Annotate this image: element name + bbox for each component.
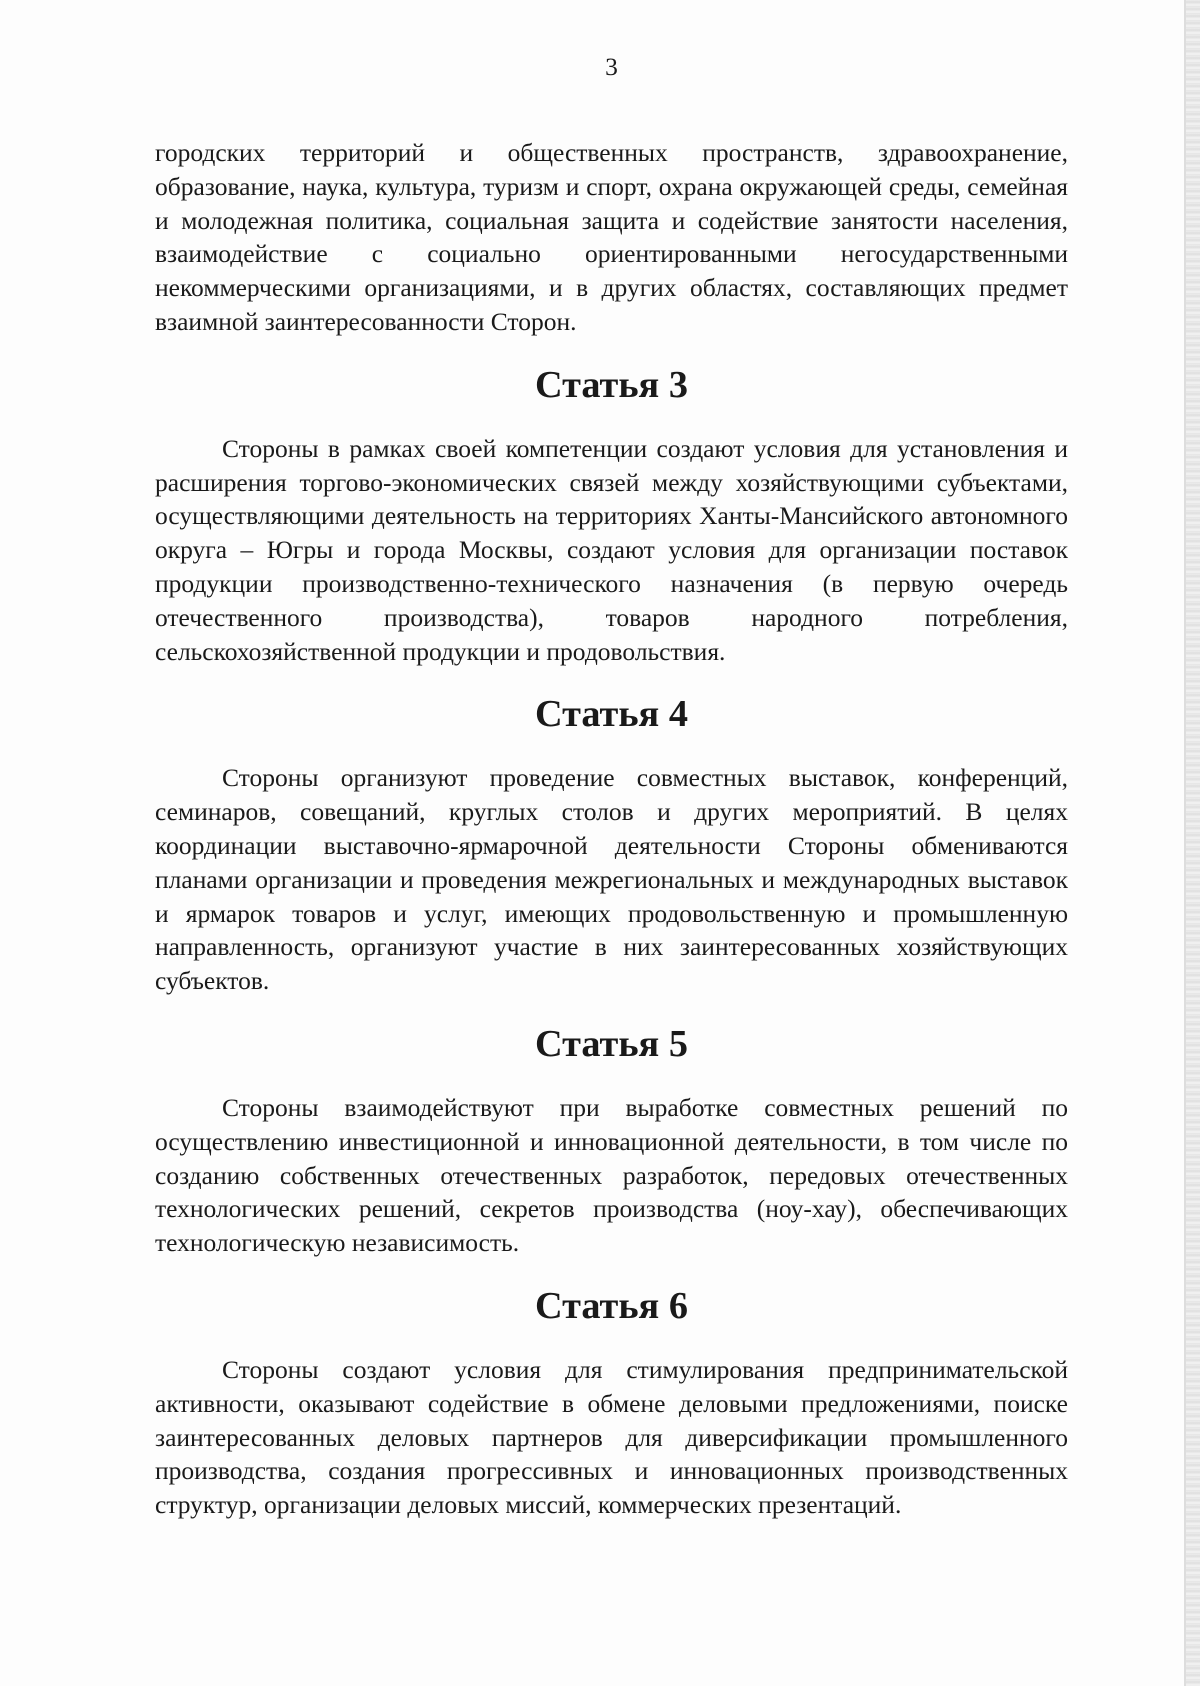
article-4 xyxy=(155,693,1068,998)
article-3 xyxy=(155,363,1068,669)
article-title: Статья 3 xyxy=(535,363,688,406)
intro-paragraph: городских территорий и общественных пространств, здравоохранение, образование, наука, культура, туризм и спорт, охрана окружающей среды, семейная и молодежная политика, социальная защита и содействие занятости населения, взаимодействие с социально ориентированными негосударственными некоммерческими организациями, и в других областях, составляющих предмет взаимной заинтересованности Сторон. xyxy=(155,138,1068,336)
article-title: Статья 4 xyxy=(535,693,688,736)
article-text: Стороны в рамках своей компетенции создают условия для установления и расширения торгово-экономических связей между хозяйствующими субъектами, осуществляющими деятельность на территориях Ханты-Мансийского автономного округа – Югры и города Москвы, создают условия для организации поставок продукции производственно-технического назначения (в первую очередь отечественного производства), товаров народного потребления, сельскохозяйственной продукции и продовольствия. xyxy=(155,433,1068,666)
scan-edge-texture xyxy=(1186,0,1200,1686)
article-text: Стороны организуют проведение совместных выставок, конференций, семинаров, совещаний, круглых столов и других мероприятий. В целях координации выставочно-ярмарочной деятельности Стороны обмениваются планами организации и проведения межрегиональных и международных выставок и ярмарок товаров и услуг, имеющих продовольственную и промышленную направленность, организуют участие в них заинтересованных хозяйствующих субъектов. xyxy=(155,763,1068,996)
article-5 xyxy=(155,1022,1068,1260)
article-text: Стороны создают условия для стимулирования предпринимательской активности, оказывают содействие в обмене деловыми предложениями, поиске заинтересованных деловых партнеров для диверсификации промышленного производства, создания прогрессивных и инновационных производственных структур, организации деловых миссий, коммерческих презентаций. xyxy=(155,1354,1068,1520)
article-text: Стороны взаимодействуют при выработке совместных решений по осуществлению инвестиционной и инновационной деятельности, в том числе по созданию собственных отечественных разработок, передовых отечественных технологических решений, секретов производства (ноу-хау), обеспечивающих технологическую независимость. xyxy=(155,1092,1068,1258)
article-title: Статья 5 xyxy=(535,1022,688,1065)
document-body xyxy=(155,50,1068,1522)
article-6 xyxy=(155,1284,1068,1522)
article-title: Статья 6 xyxy=(535,1284,688,1327)
page-number: 3 xyxy=(605,52,618,81)
